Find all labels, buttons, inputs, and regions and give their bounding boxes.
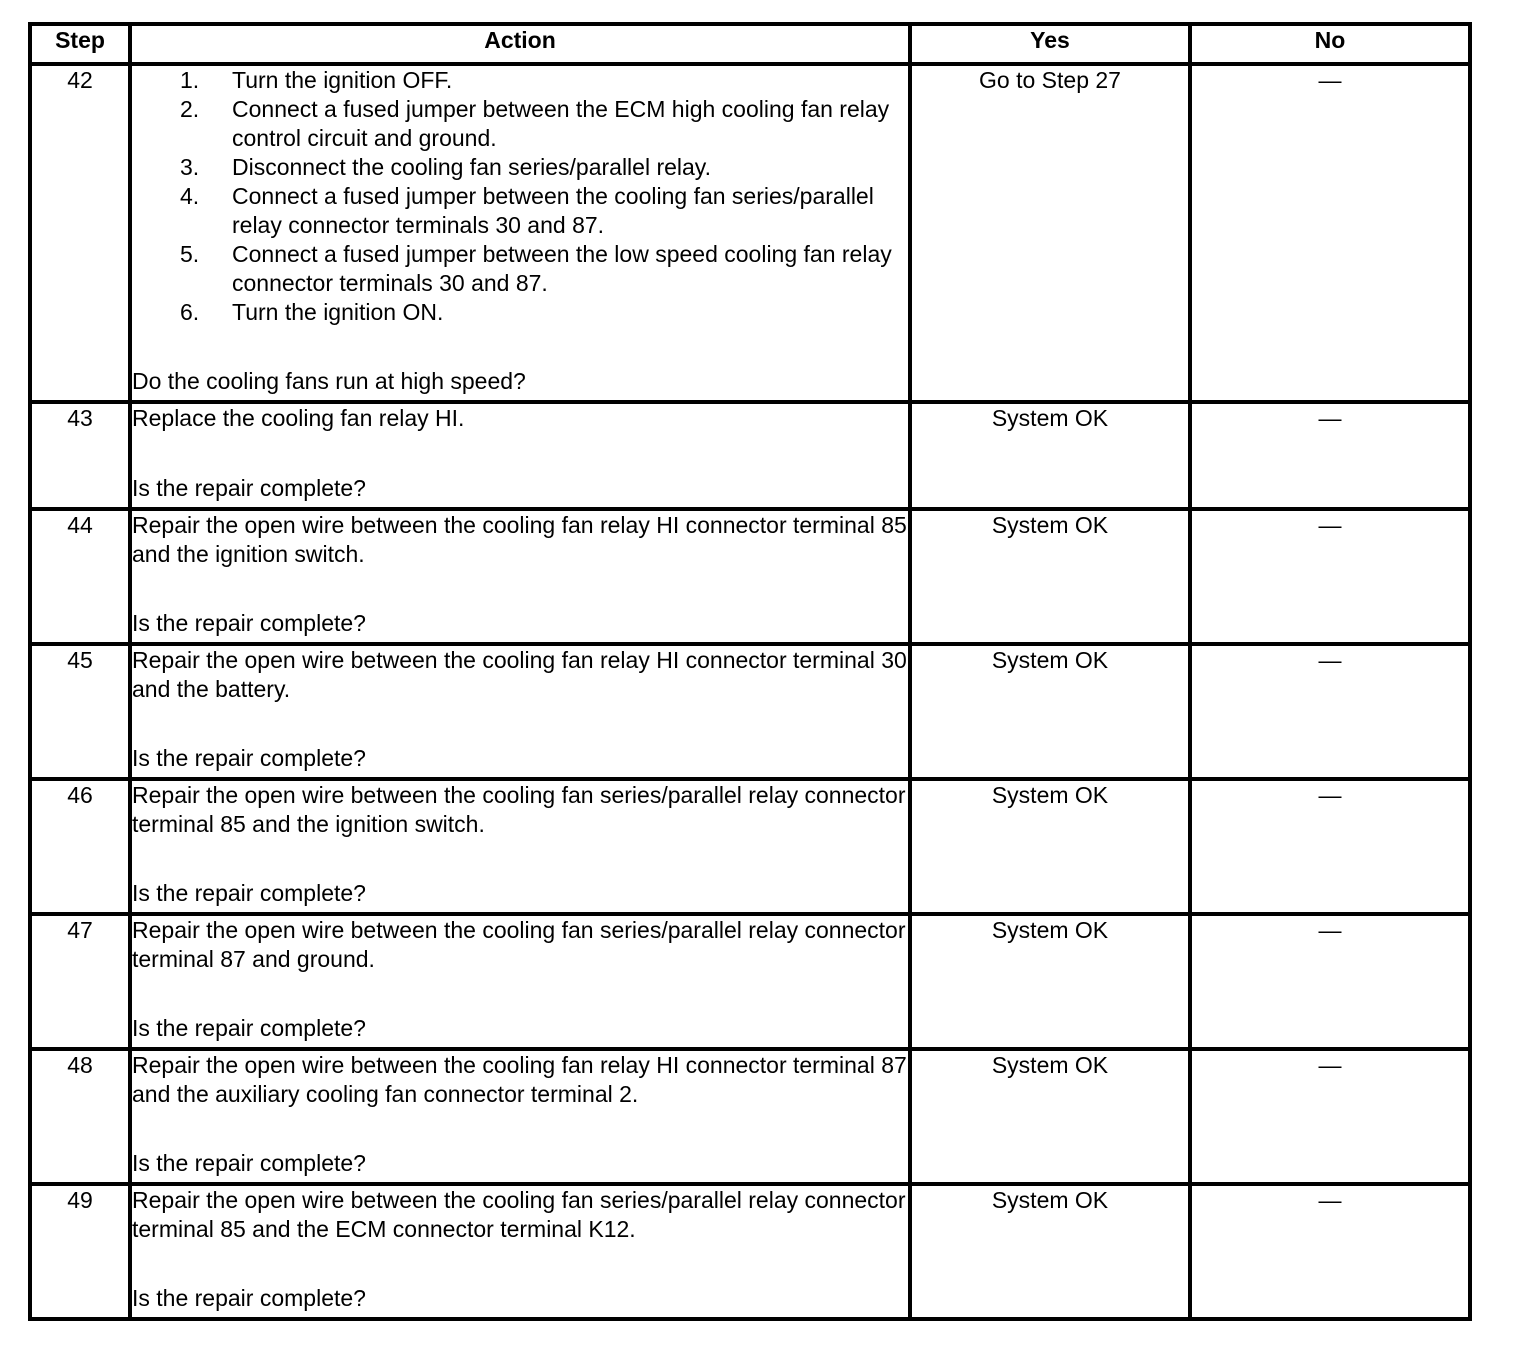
step-number: 49: [30, 1184, 130, 1319]
table-row: [30, 1049, 1470, 1184]
action-question: Do the cooling fans run at high speed?: [132, 368, 526, 394]
header-action: Action: [130, 24, 910, 64]
no-result: —: [1190, 64, 1470, 402]
action-text: Repair the open wire between the cooling fan series/parallel relay connector terminal 85 and the ECM connector terminal K12.: [132, 1187, 906, 1242]
header-step: Step: [30, 24, 130, 64]
list-item: [180, 240, 908, 298]
action-question: Is the repair complete?: [132, 745, 366, 771]
no-result: —: [1190, 1049, 1470, 1184]
yes-result: System OK: [910, 644, 1190, 779]
action-question: Is the repair complete?: [132, 880, 366, 906]
action-text: Repair the open wire between the cooling fan relay HI connector terminal 87 and the auxiliary cooling fan connector terminal 2.: [132, 1052, 907, 1107]
action-cell: [130, 644, 910, 779]
list-item-text: Turn the ignition OFF.: [232, 67, 453, 93]
no-result: —: [1190, 402, 1470, 509]
no-result: —: [1190, 509, 1470, 644]
step-number: 45: [30, 644, 130, 779]
yes-result: System OK: [910, 914, 1190, 1049]
list-item: [180, 66, 908, 95]
yes-result: System OK: [910, 779, 1190, 914]
action-cell: [130, 1184, 910, 1319]
header-no: No: [1190, 24, 1470, 64]
action-steps-list: [132, 66, 908, 327]
action-cell: [130, 914, 910, 1049]
list-item-number: 6.: [180, 299, 200, 325]
action-text: Repair the open wire between the cooling fan series/parallel relay connector terminal 87 and ground.: [132, 917, 906, 972]
list-item-text: Connect a fused jumper between the cooling fan series/parallel relay connector terminals 30 and 87.: [232, 183, 874, 238]
list-item-text: Disconnect the cooling fan series/parallel relay.: [232, 154, 711, 180]
step-number: 47: [30, 914, 130, 1049]
diagnostic-table: [28, 22, 1472, 1321]
list-item: [180, 298, 908, 327]
table-row: [30, 644, 1470, 779]
action-cell: [130, 779, 910, 914]
action-question: Is the repair complete?: [132, 1150, 366, 1176]
step-number: 43: [30, 402, 130, 509]
yes-result: System OK: [910, 402, 1190, 509]
header-yes: Yes: [910, 24, 1190, 64]
yes-result: System OK: [910, 509, 1190, 644]
action-text: Replace the cooling fan relay HI.: [132, 405, 465, 431]
table-row: [30, 64, 1470, 402]
yes-result: System OK: [910, 1184, 1190, 1319]
action-cell: [130, 64, 910, 402]
step-number: 48: [30, 1049, 130, 1184]
no-result: —: [1190, 914, 1470, 1049]
yes-result: System OK: [910, 1049, 1190, 1184]
step-number: 42: [30, 64, 130, 402]
list-item-text: Connect a fused jumper between the low speed cooling fan relay connector terminals 30 and 87.: [232, 241, 892, 296]
list-item-text: Turn the ignition ON.: [232, 299, 444, 325]
table-row: [30, 779, 1470, 914]
action-text: Repair the open wire between the cooling fan relay HI connector terminal 30 and the battery.: [132, 647, 907, 702]
table-row: [30, 509, 1470, 644]
list-item-number: 5.: [180, 241, 200, 267]
list-item-text: Connect a fused jumper between the ECM high cooling fan relay control circuit and ground.: [232, 96, 890, 151]
list-item-number: 2.: [180, 96, 200, 122]
no-result: —: [1190, 779, 1470, 914]
action-question: Is the repair complete?: [132, 610, 366, 636]
action-question: Is the repair complete?: [132, 1285, 366, 1311]
action-cell: [130, 402, 910, 509]
yes-result: Go to Step 27: [910, 64, 1190, 402]
list-item: [180, 182, 908, 240]
table-row: [30, 402, 1470, 509]
list-item-number: 3.: [180, 154, 200, 180]
no-result: —: [1190, 644, 1470, 779]
action-text: Repair the open wire between the cooling fan series/parallel relay connector terminal 85 and the ignition switch.: [132, 782, 906, 837]
list-item-number: 4.: [180, 183, 200, 209]
list-item: [180, 95, 908, 153]
action-question: Is the repair complete?: [132, 475, 366, 501]
header-row: [30, 24, 1470, 64]
list-item: [180, 153, 908, 182]
action-cell: [130, 1049, 910, 1184]
action-cell: [130, 509, 910, 644]
step-number: 44: [30, 509, 130, 644]
step-number: 46: [30, 779, 130, 914]
action-text: Repair the open wire between the cooling fan relay HI connector terminal 85 and the ignition switch.: [132, 512, 907, 567]
table-row: [30, 1184, 1470, 1319]
no-result: —: [1190, 1184, 1470, 1319]
table-row: [30, 914, 1470, 1049]
action-question: Is the repair complete?: [132, 1015, 366, 1041]
list-item-number: 1.: [180, 67, 200, 93]
